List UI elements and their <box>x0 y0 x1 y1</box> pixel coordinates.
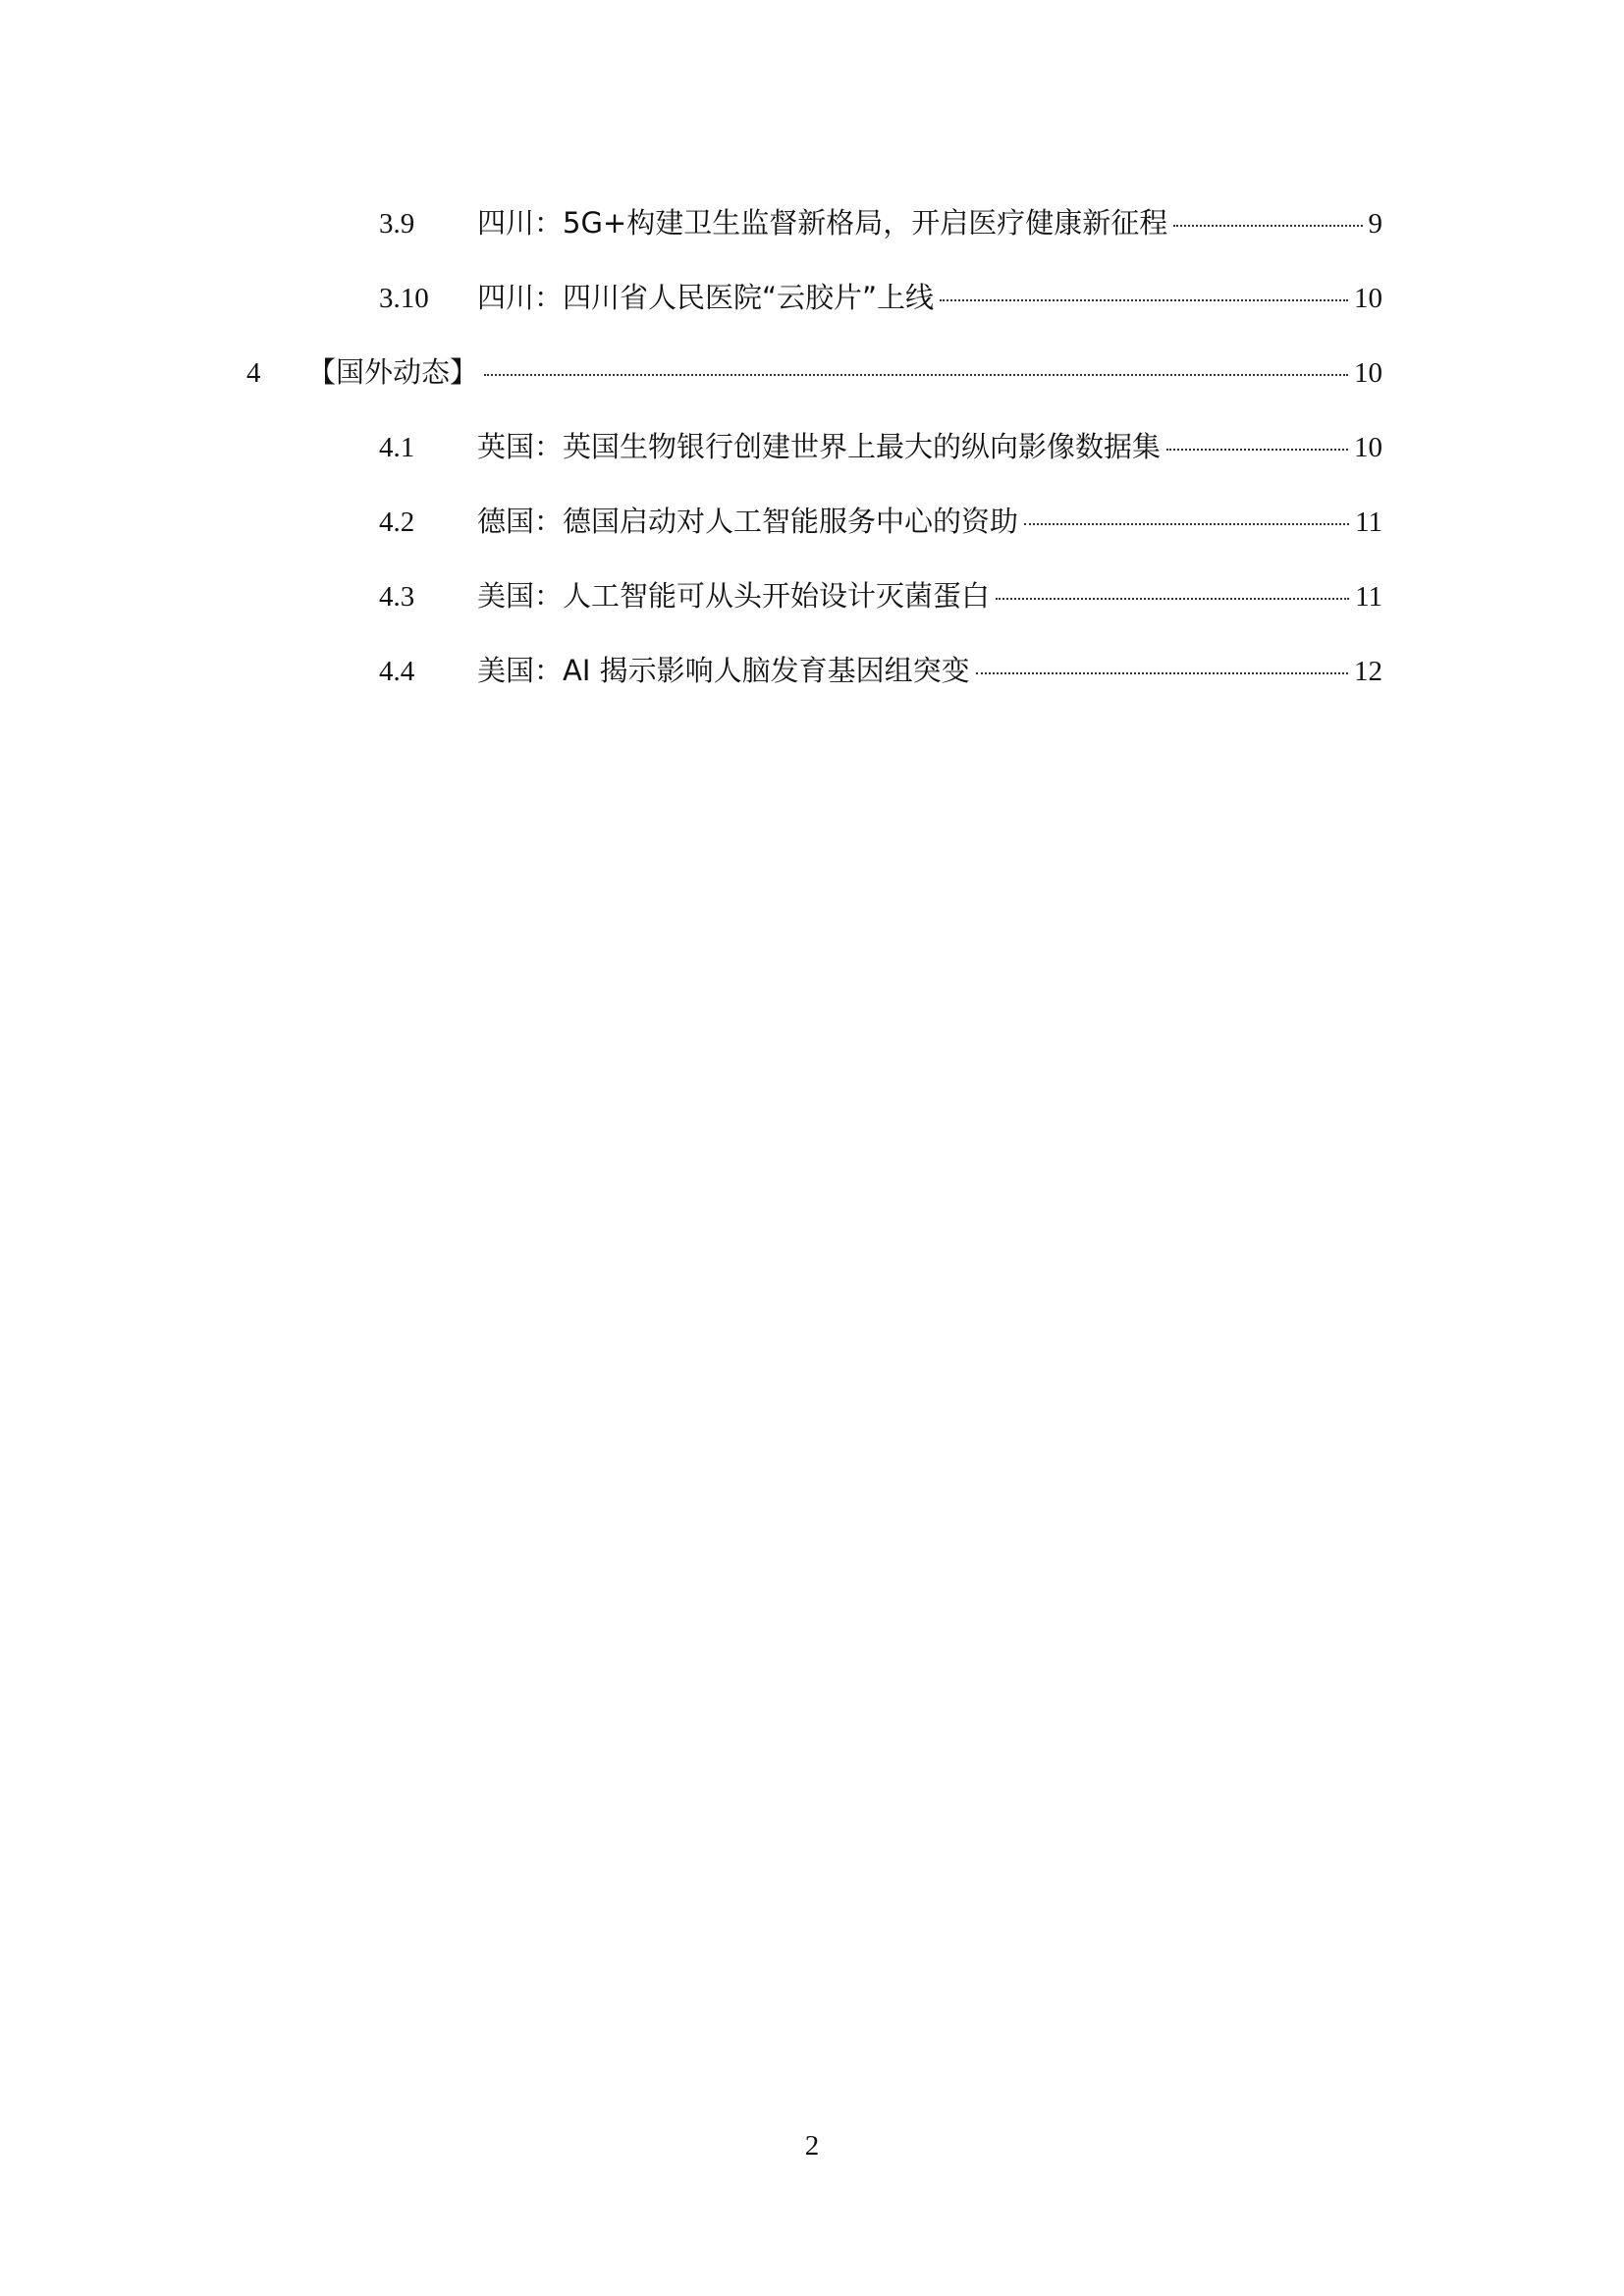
toc-dot-leader <box>1173 225 1362 227</box>
page-number: 2 <box>804 2130 820 2162</box>
toc-entry-number: 4.4 <box>379 656 415 687</box>
toc-entry[interactable] <box>379 500 1382 543</box>
toc-entry-page: 12 <box>1354 656 1382 687</box>
toc-entry-title: 美国：AI 揭示影响人脑发育基因组突变 <box>477 654 970 687</box>
toc-entry-title: 德国：德国启动对人工智能服务中心的资助 <box>477 505 1019 538</box>
toc-entry-number: 3.9 <box>379 208 415 240</box>
toc-dot-leader <box>1024 523 1349 525</box>
toc-entry-number: 4.3 <box>379 581 415 613</box>
toc-entry-title: 四川：四川省人民医院“云胶片”上线 <box>477 281 935 314</box>
toc-entry-page: 9 <box>1368 208 1382 240</box>
toc-entry[interactable] <box>246 350 1382 394</box>
toc-entry-title: 美国：人工智能可从头开始设计灭菌蛋白 <box>477 579 991 613</box>
toc-entry-page: 11 <box>1355 507 1382 538</box>
toc-entry-page: 10 <box>1354 283 1382 314</box>
toc-dot-leader <box>484 374 1348 376</box>
toc-dot-leader <box>976 672 1348 674</box>
toc-entry-number: 4 <box>246 357 261 389</box>
toc-entry-title: 四川：5G+构建卫生监督新格局，开启医疗健康新征程 <box>477 206 1168 240</box>
toc-entry[interactable] <box>379 574 1382 617</box>
toc-dot-leader <box>940 299 1348 301</box>
toc-entry-number: 4.1 <box>379 432 415 463</box>
toc-dot-leader <box>1166 449 1348 451</box>
toc-entry-page: 10 <box>1354 432 1382 463</box>
toc-entry[interactable] <box>379 276 1382 319</box>
toc-entry-title: 【国外动态】 <box>307 355 479 389</box>
toc-entry[interactable] <box>379 649 1382 692</box>
toc-entry-page: 11 <box>1355 581 1382 613</box>
toc-entry-page: 10 <box>1354 357 1382 389</box>
toc-entry-number: 4.2 <box>379 507 415 538</box>
toc-entry[interactable] <box>379 425 1382 468</box>
toc-entry-number: 3.10 <box>379 283 429 314</box>
toc-dot-leader <box>996 598 1349 600</box>
toc-entry[interactable] <box>379 201 1382 244</box>
toc-entry-title: 英国：英国生物银行创建世界上最大的纵向影像数据集 <box>477 430 1162 463</box>
